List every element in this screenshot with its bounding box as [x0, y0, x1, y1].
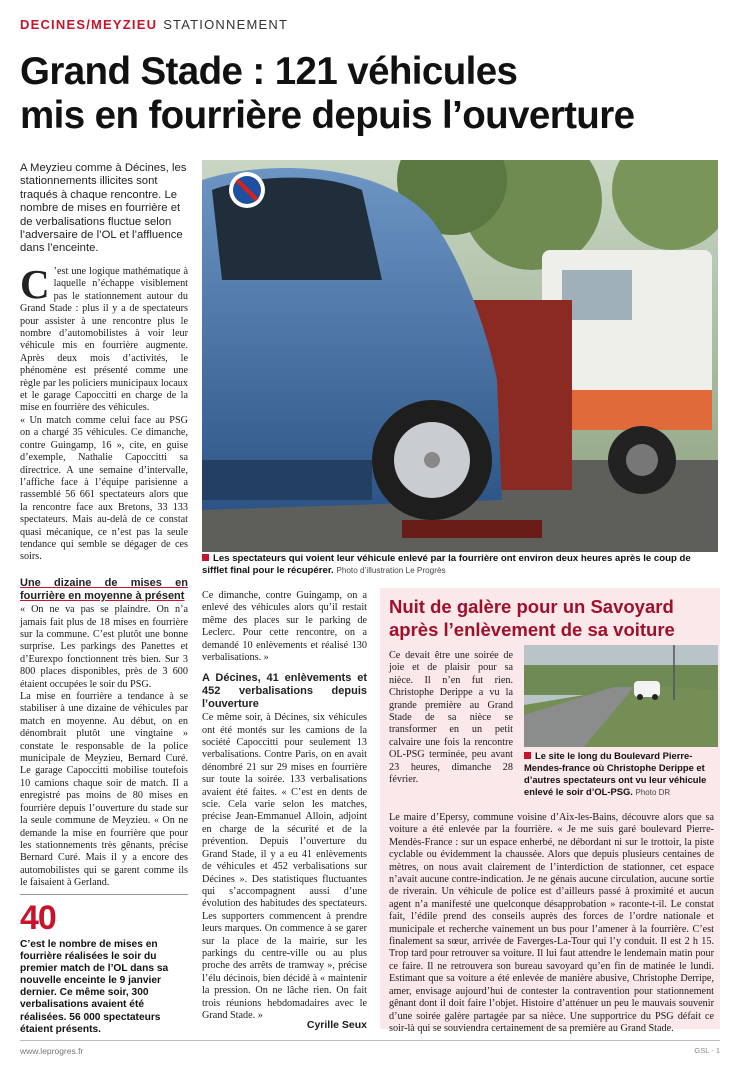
- sidebar-caption-marker-icon: [524, 752, 531, 759]
- photo-credit: Photo d’illustration Le Progrès: [336, 566, 446, 575]
- article-headline: [20, 50, 720, 138]
- footer-url: www.leprogres.fr: [20, 1046, 84, 1056]
- key-figure-number: 40: [20, 899, 56, 937]
- subhead-1: Une dizaine de mises en fourrière en moyenne à présent: [20, 577, 188, 602]
- caption-text: Les spectateurs qui voient leur véhicule enlevé par la fourrière ont environ deux heures après le coup de sifflet final pour le récupérer.: [202, 553, 691, 576]
- headline-line-2: mis en fourrière depuis l’ouverture: [20, 94, 635, 137]
- sidebar-caption-text: Le site le long du Boulevard Pierre-Mendes-france où Christophe Derippe et d’autres spectateurs ont vu leur véhicule enlevé le soir d’OL-PSG.: [524, 750, 707, 797]
- article-column-1-continued: [20, 573, 188, 890]
- byline: Cyrille Seux: [306, 1019, 367, 1031]
- paragraph-5: Ce dimanche, contre Guingamp, on a enlevé des véhicules alors qu’il restait même des places sur le parking de Leclerc. Pour cette rencontre, on a demandé 10 enlèvements et réalisé 130 verbalisations. »: [202, 590, 367, 664]
- headline-line-1: Grand Stade : 121 véhicules: [20, 50, 518, 93]
- footer-page-ref: GSL - 1: [694, 1046, 720, 1055]
- sidebar-column-top: [389, 650, 513, 786]
- article-column-1: [20, 261, 188, 564]
- caption-marker-icon: [202, 554, 209, 561]
- sidebar-photo-credit: Photo DR: [635, 788, 671, 797]
- paragraph-6: Ce même soir, à Décines, six véhicules ont été montés sur les camions de la société Capoccitti pour seulement 13 verbalisations. Contre Paris, on en avait dénombré 21 sur 29 mises en fourrière sur toute la soirée. 133 verbalisations avaient été faites. « C’est en dents de scie. Cela varie selon les matches, précise Jean-Emmanuel Alloin, adjoint en charge de la sécurité et de la prévention. Depuis l’ouverture du Grand Stade, il y a eu 41 enlèvements de véhicules et 452 verbalisations sur Décines ». Des statistiques fluctuantes qui s’accompagnent aussi d’une évolution des habitudes des spectateurs. Les supporters commencent à prendre leurs marques. On commence à se garer sur la place de la mairie, sur les parkings du centre-ville ou au plus proche des arrêts de tramway », précise l’élu décinois, bien décidé à « maintenir la pression. On ne lâche rien. On fait trois réunions hebdomadaires avec le Grand Stade. »: [202, 712, 367, 1021]
- footer-divider: [20, 1040, 720, 1041]
- sidebar-paragraph-1: Ce devait être une soirée de joie et de plaisir pour sa nièce. Il n’en fut rien. Christophe Derippe a vu la grande première au Grand Stade de sa nièce se transformer en un petit calvaire une fois la rencontre OL-PSG terminée, peu avant 23 heures, dimanche 28 février.: [389, 650, 513, 786]
- section-rubric: STATIONNEMENT: [163, 17, 289, 32]
- boulevard-photo: [524, 645, 718, 747]
- section-header: [20, 17, 288, 32]
- section-location: DECINES/MEYZIEU: [20, 17, 158, 32]
- paragraph-1: ’est une logique mathématique à laquelle n’échappe visiblement pas le stationnement autour du Grand Stade : plus il y a de spectateurs pour assister à une rencontre plus le nombre d’automobilistes à voir leur véhicule mis en fourrière augmente. Après deux mois d’activités, le phénomène est présenté comme une règle par les policiers municipaux locaux et le garage Capoccitti en charge de la mise en fourrière des véhicules.: [20, 266, 188, 414]
- article-intro: A Meyzieu comme à Décines, les stationnements illicites sont traqués à chaque rencontre. Le nombre de mises en fourrière et de verbalisations fluctue selon l’adversaire de l’OL et l’affluence dans l’enceinte.: [20, 162, 187, 255]
- subhead-2: A Décines, 41 enlèvements et 452 verbalisations depuis l’ouverture: [202, 672, 367, 710]
- paragraph-4: La mise en fourrière a tendance à se stabiliser à une dizaine de véhicules par match en moyenne. Au début, on en dénombrait plutôt une vingtaine » constate le responsable de la police municipale de Meyzieu, Bernard Curé. Le garage Capoccitti mobilise toutefois 10 camions chaque soir de match. Il a enregistré pas moins de 80 mises en fourrière depuis l’ouverture du stade sur la seule commune de Meyzieu. « On ne demande la mise en fourrière que pour les stationnements très gênants, précise Bernard Curé. Mais il y a encore des automobilistes qui se garent comme ils le faisaient à Gerland.: [20, 691, 188, 889]
- sidebar-paragraph-2: Le maire d’Epersy, commune voisine d’Aix-les-Bains, découvre alors que sa voiture a été enlevée par la fourrière. « Je me suis garé boulevard Pierre-Mendès-France : sur un espace enherbé, ne débordant ni sur le trottoir, la piste cyclable ou évidemment la chaussée. Alors que depuis plusieurs centaines de mètres, on nous avait clairement de l’interdiction de stationner, cet espace n’avait aucune contre-indication. Je ne génais aucune circulation, aucune sortie de riverain. Un véhicule de police est d’ailleurs passé à proximité et aucun agent n’a manifesté une quelconque désapprobation » raconte-t-il. Le constat fait, l’édile prend des conseils auprès des forces de l’ordre nationale et municipale et recherche vainement un bus pour l’amener à la fourrière. C’est finalement sa sœur, arrivée de Faverges-La-Tour qui l’y conduit. Il est 2 h 15. Trop tard pour retrouver sa voiture. Il lui faut attendre le lendemain matin pour ce faire. Il ne retrouvera son bureau savoyard qu’en fin de matinée le lundi. Estimant que sa voiture a été enlevée de manière abusive, Christophe Derripe, amer, envisage aujourd’hui de contester la contravention pour stationnement gênant dont il doit faire l’objet. Histoire d’atténuer un peu le mauvais souvenir d’une soirée galère partagée par sa nièce. Une supportrice du PSG défait ce soir-là qui se souviendra certainement de sa première au Grand Stade.: [389, 812, 714, 1034]
- sidebar-title: Nuit de galère pour un Savoyard après l’enlèvement de sa voiture: [389, 596, 675, 640]
- tow-truck-photo: [202, 160, 718, 552]
- paragraph-3: « On ne va pas se plaindre. On n’a jamais fait plus de 18 mises en fourrière sur la commune. C’est plutôt une bonne surprise. Les parkings des Panettes et d’Eurexpo fonctionnent très bien. Sur 3 800 places disponibles, près de 3 600 étaient occupées le soir du PSG.: [20, 604, 188, 690]
- drop-cap: C: [20, 261, 50, 307]
- article-column-2: [202, 590, 367, 1022]
- key-figure-text: C’est le nombre de mises en fourrière réalisées le soir du premier match de l’OL dans sa nouvelle enceinte le 9 janvier dernier. Ce même soir, 300 verbalisations avaient été réalisées. 56 000 spectateurs étaient présents.: [20, 939, 169, 1035]
- key-figure-box: [20, 894, 188, 1036]
- photo-caption: [202, 553, 718, 577]
- sidebar-column-bottom: [389, 812, 714, 1035]
- sidebar-photo-caption: [524, 750, 718, 799]
- paragraph-2: « Un match comme celui face au PSG on a chargé 35 véhicules. Ce dimanche, contre Guingamp, 16 », cite, en guise d’exemple, Nathalie Capoccitti sa directrice. A une semaine d’intervalle, l’affiche face à l’équipe parisienne a rassemblé 56 661 spectateurs alors que la rencontre face aux Bretons, 33 133 spectateurs. Mais au-delà de ce constat quasi mécanique, ce n’est pas la seule tendance qui semble se dégager de ces soirs.: [20, 414, 188, 563]
